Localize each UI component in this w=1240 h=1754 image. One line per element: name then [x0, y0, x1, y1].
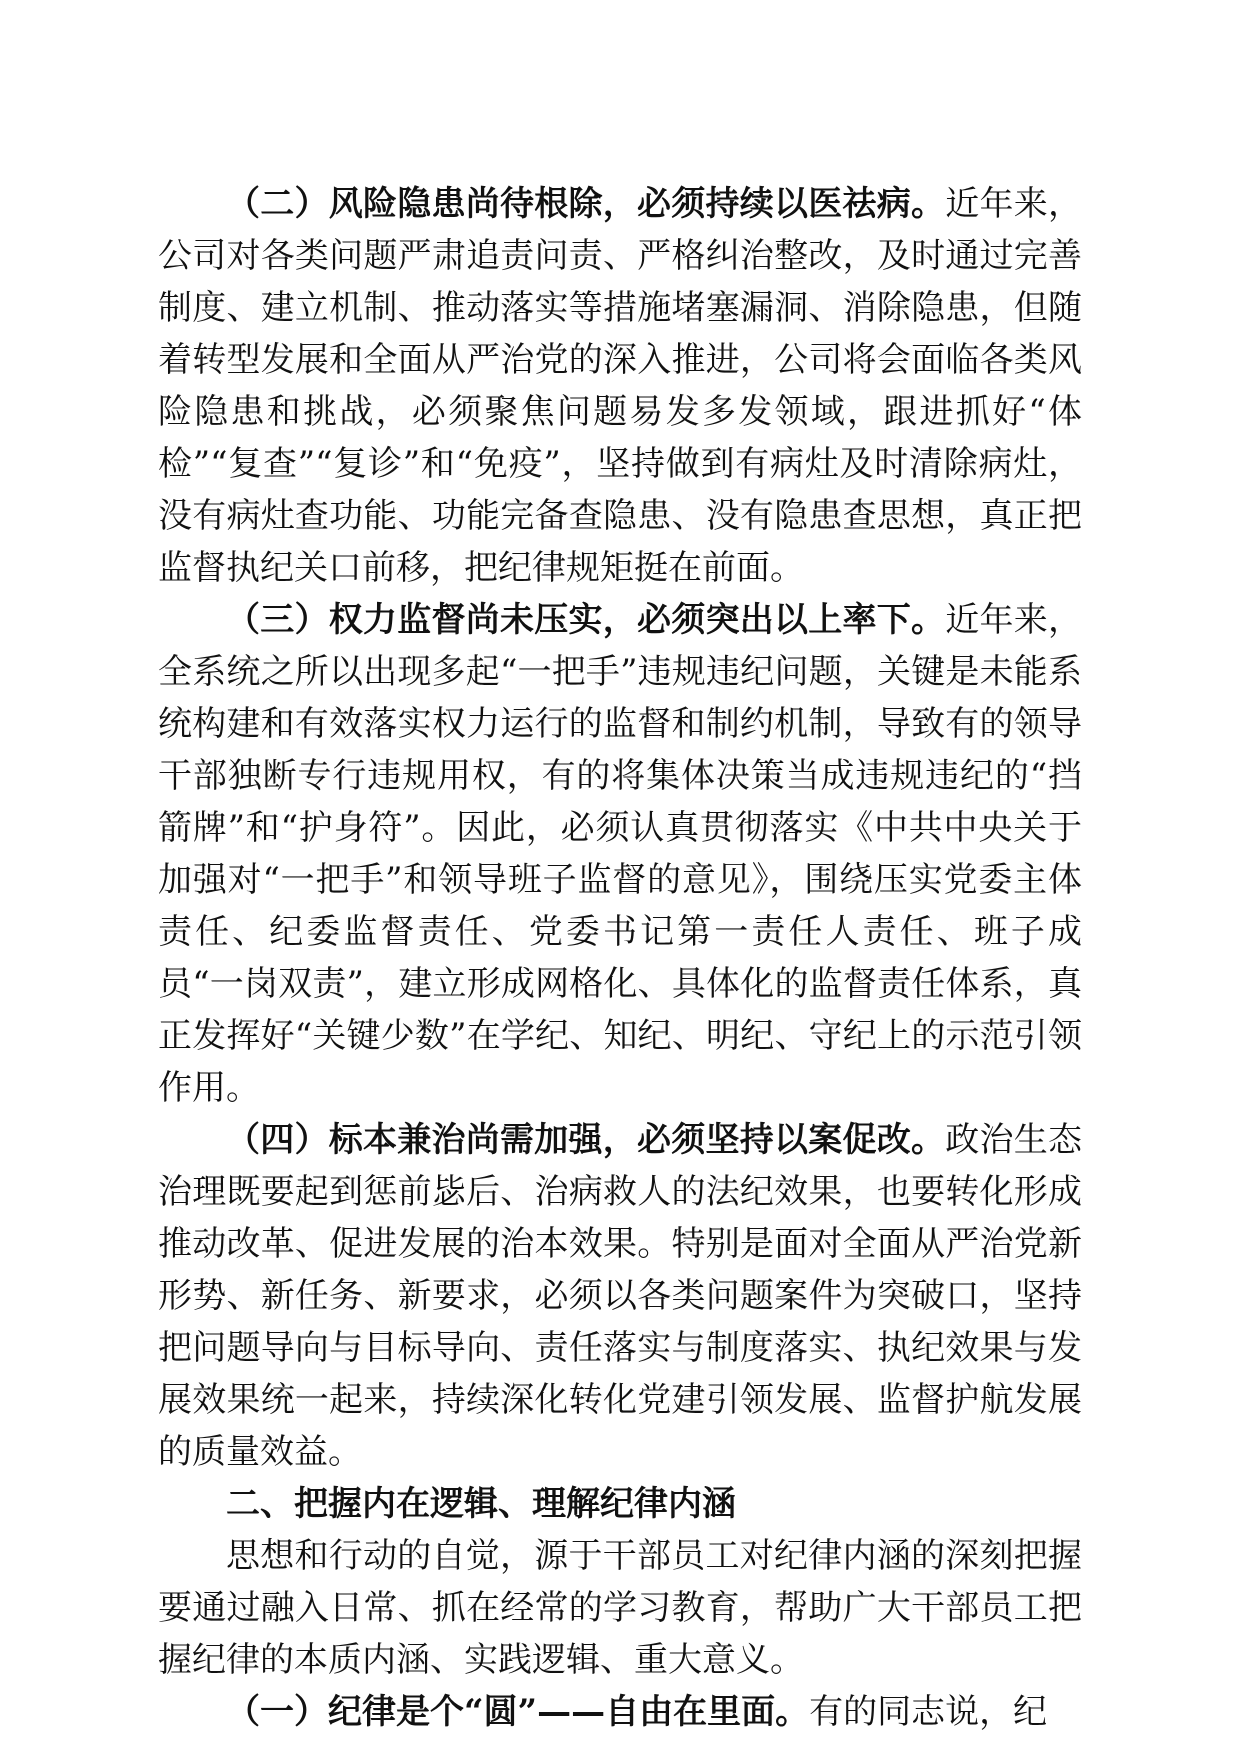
- paragraph-body: 思想和行动的自觉，源于干部员工对纪律内涵的深刻把握要通过融入日常、抓在经常的学习教育，帮助广大干部员工把握纪律的本质内涵、实践逻辑、重大意义。: [158, 1536, 1082, 1680]
- section-heading: 二、把握内在逻辑、理解纪律内涵: [226, 1484, 736, 1524]
- paragraph-body: 近年来，公司对各类问题严肃追责问责、严格纠治整改，及时通过完善制度、建立机制、推动落实等措施堵塞漏洞、消除隐患，但随着转型发展和全面从严治党的深入推进，公司将会面临各类风险隐患和挑战，必须聚焦问题易发多发领域，跟进抓好“体检”“复查”“复诊”和“免疫”，坚持做到有病灶及时清除病灶，没有病灶查功能、功能完备查隐患、没有隐患查思想，真正把监督执纪关口前移，把纪律规矩挺在前面。: [158, 184, 1082, 588]
- paragraph-body: 近年来，全系统之所以出现多起“一把手”违规违纪问题，关键是未能系统构建和有效落实权力运行的监督和制约机制，导致有的领导干部独断专行违规用权，有的将集体决策当成违规违纪的“挡箭牌”和“护身符”。因此，必须认真贯彻落实《中共中央关于加强对“一把手”和领导班子监督的意见》，围绕压实党委主体责任、纪委监督责任、党委书记第一责任人责任、班子成员“一岗双责”，建立形成网格化、具体化的监督责任体系，真正发挥好“关键少数”在学纪、知纪、明纪、守纪上的示范引领作用。: [158, 600, 1082, 1108]
- paragraph-thought-and-action: [158, 1530, 1082, 1686]
- paragraph-root-and-branch: [158, 1114, 1082, 1478]
- paragraph-body: 有的同志说，纪: [809, 1692, 1048, 1732]
- paragraph-lead: （一）纪律是个“圆”——自由在里面。: [226, 1692, 810, 1732]
- paragraph-risk-hazards: [158, 178, 1082, 594]
- paragraph-power-supervision: [158, 594, 1082, 1114]
- document-page: [158, 178, 1082, 1738]
- paragraph-body: 政治生态治理既要起到惩前毖后、治病救人的法纪效果，也要转化形成推动改革、促进发展的治本效果。特别是面对全面从严治党新形势、新任务、新要求，必须以各类问题案件为突破口，坚持把问题导向与目标导向、责任落实与制度落实、执纪效果与发展效果统一起来，持续深化转化党建引领发展、监督护航发展的质量效益。: [158, 1120, 1082, 1472]
- paragraph-lead: （三）权力监督尚未压实，必须突出以上率下。: [226, 600, 946, 640]
- paragraph-discipline-circle: [158, 1686, 1082, 1738]
- paragraph-lead: （二）风险隐患尚待根除，必须持续以医祛病。: [226, 184, 946, 224]
- paragraph-lead: （四）标本兼治尚需加强，必须坚持以案促改。: [226, 1120, 946, 1160]
